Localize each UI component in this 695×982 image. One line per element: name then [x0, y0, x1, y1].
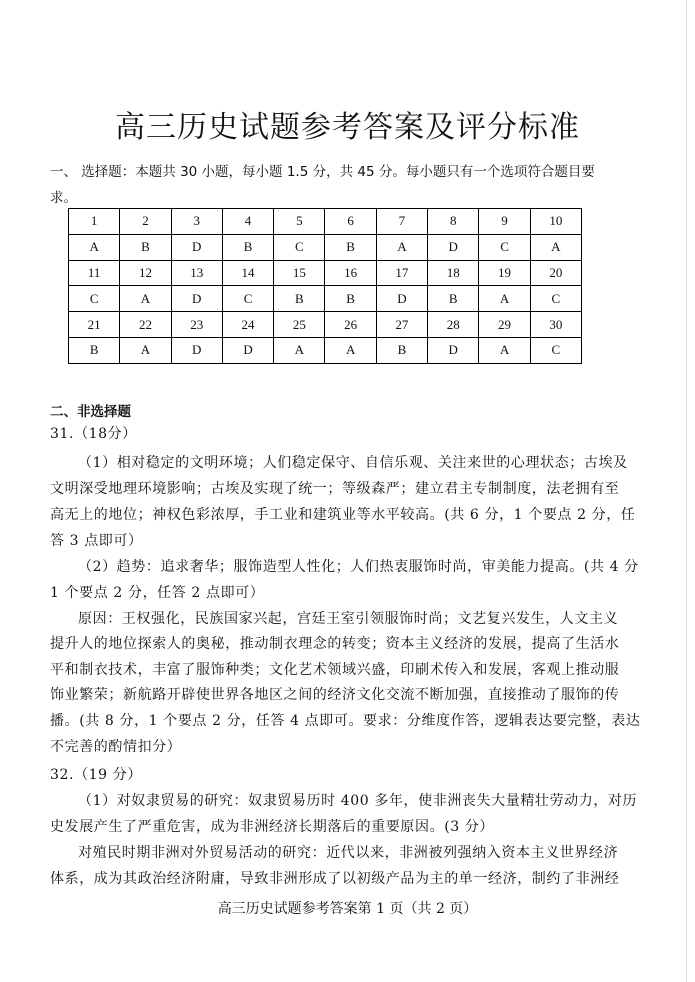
table-cell: D	[171, 337, 222, 363]
answer-text-line: 文明深受地理环境影响；古埃及实现了统一；等级森严；建立君主专制制度，法老拥有至	[50, 481, 620, 497]
table-cell: A	[376, 234, 427, 260]
page-title: 高三历史试题参考答案及评分标准	[115, 110, 580, 145]
table-row	[69, 312, 582, 338]
table-cell: 4	[222, 209, 273, 235]
table-cell: C	[479, 234, 530, 260]
table-cell: 12	[120, 260, 171, 286]
table-cell: 15	[274, 260, 325, 286]
table-cell: B	[69, 337, 120, 363]
table-cell: A	[120, 337, 171, 363]
answer-text-line: 对殖民时期非洲对外贸易活动的研究：近代以来，非洲被列强纳入资本主义世界经济	[78, 845, 619, 861]
table-cell: 8	[428, 209, 479, 235]
table-cell: 2	[120, 209, 171, 235]
table-cell: 26	[325, 312, 376, 338]
table-cell: D	[222, 337, 273, 363]
table-cell: 29	[479, 312, 530, 338]
table-cell: B	[376, 337, 427, 363]
answer-text-line: 提升人的地位探索人的奥秘，推动制衣理念的转变；资本主义经济的发展，提高了生活水	[50, 636, 620, 652]
table-cell: 17	[376, 260, 427, 286]
table-cell: 19	[479, 260, 530, 286]
table-cell: 27	[376, 312, 427, 338]
answer-table	[68, 208, 582, 364]
answer-text-line: 原因：王权强化，民族国家兴起，宫廷王室引领服饰时尚；文艺复兴发生，人文主义	[78, 611, 619, 627]
table-cell: C	[222, 286, 273, 312]
table-cell: C	[530, 286, 581, 312]
table-row	[69, 234, 582, 260]
table-cell: C	[274, 234, 325, 260]
question-number: 31.（18分）	[50, 426, 137, 442]
table-cell: 13	[171, 260, 222, 286]
table-cell: 18	[428, 260, 479, 286]
table-cell: 20	[530, 260, 581, 286]
table-cell: D	[376, 286, 427, 312]
table-cell: 28	[428, 312, 479, 338]
table-cell: B	[428, 286, 479, 312]
table-cell: D	[428, 337, 479, 363]
table-cell: A	[274, 337, 325, 363]
answer-text-line: 平和制衣技术，丰富了服饰种类；文化艺术领域兴盛，印刷术传入和发展，客观上推动服	[50, 662, 620, 678]
answer-text-line: 不完善的酌情扣分）	[50, 739, 182, 755]
answer-text-line: （1）对奴隶贸易的研究：奴隶贸易历时 400 多年，使非洲丧失大量精壮劳动力，对历	[78, 793, 638, 809]
table-cell: A	[120, 286, 171, 312]
answer-text-line: 饰业繁荣；新航路开辟使世界各地区之间的经济文化交流不断加强，直接推动了服饰的传	[50, 687, 620, 703]
answer-text-line: 1 个要点 2 分，任答 2 点即可）	[50, 585, 265, 601]
table-cell: 25	[274, 312, 325, 338]
table-cell: B	[325, 286, 376, 312]
table-cell: A	[69, 234, 120, 260]
answer-text-line: （2）趋势：追求奢华；服饰造型人性化；人们热衷服饰时尚，审美能力提高。(共 4 分	[78, 559, 639, 575]
table-cell: 7	[376, 209, 427, 235]
page-edge	[686, 0, 695, 982]
table-row	[69, 337, 582, 363]
table-cell: B	[120, 234, 171, 260]
table-cell: 3	[171, 209, 222, 235]
table-cell: A	[479, 286, 530, 312]
section1-heading-cont: 求。	[50, 190, 77, 206]
answer-text-line: 答 3 点即可）	[50, 533, 143, 549]
table-cell: 24	[222, 312, 273, 338]
table-row	[69, 260, 582, 286]
table-cell: 1	[69, 209, 120, 235]
section2-heading: 二、非选择题	[50, 404, 131, 420]
answer-text-line: 高无上的地位；神权色彩浓厚，手工业和建筑业等水平较高。(共 6 分，1 个要点 2 分，任	[50, 507, 636, 523]
answer-text-line: 体系，成为其政治经济附庸，导致非洲形成了以初级产品为主的单一经济，制约了非洲经	[50, 871, 620, 887]
table-cell: 16	[325, 260, 376, 286]
table-cell: D	[171, 234, 222, 260]
answer-text-line: 播。(共 8 分，1 个要点 2 分，任答 4 点即可。要求：分维度作答，逻辑表达要完整，表达	[50, 713, 641, 729]
table-cell: 21	[69, 312, 120, 338]
table-cell: 5	[274, 209, 325, 235]
question-number: 32.（19 分）	[50, 767, 142, 783]
table-cell: A	[479, 337, 530, 363]
table-cell: 30	[530, 312, 581, 338]
table-row	[69, 286, 582, 312]
table-cell: 14	[222, 260, 273, 286]
table-cell: 11	[69, 260, 120, 286]
table-cell: C	[530, 337, 581, 363]
table-cell: 23	[171, 312, 222, 338]
table-cell: B	[274, 286, 325, 312]
table-cell: C	[69, 286, 120, 312]
table-cell: 9	[479, 209, 530, 235]
table-cell: 10	[530, 209, 581, 235]
table-cell: B	[222, 234, 273, 260]
answer-text-line: 史发展产生了严重危害，成为非洲经济长期落后的重要原因。(3 分）	[50, 819, 495, 835]
answer-text-line: （1）相对稳定的文明环境；人们稳定保守、自信乐观、关注来世的心理状态；古埃及	[78, 455, 628, 471]
table-cell: D	[171, 286, 222, 312]
table-cell: 22	[120, 312, 171, 338]
table-cell: A	[530, 234, 581, 260]
table-cell: D	[428, 234, 479, 260]
section1-heading: 一、 选择题：本题共 30 小题，每小题 1.5 分，共 45 分。每小题只有一个选项符合题目要	[50, 164, 595, 180]
table-cell: 6	[325, 209, 376, 235]
table-row	[69, 209, 582, 235]
table-cell: B	[325, 234, 376, 260]
table-cell: A	[325, 337, 376, 363]
page-footer: 高三历史试题参考答案第 1 页（共 2 页）	[217, 901, 478, 917]
